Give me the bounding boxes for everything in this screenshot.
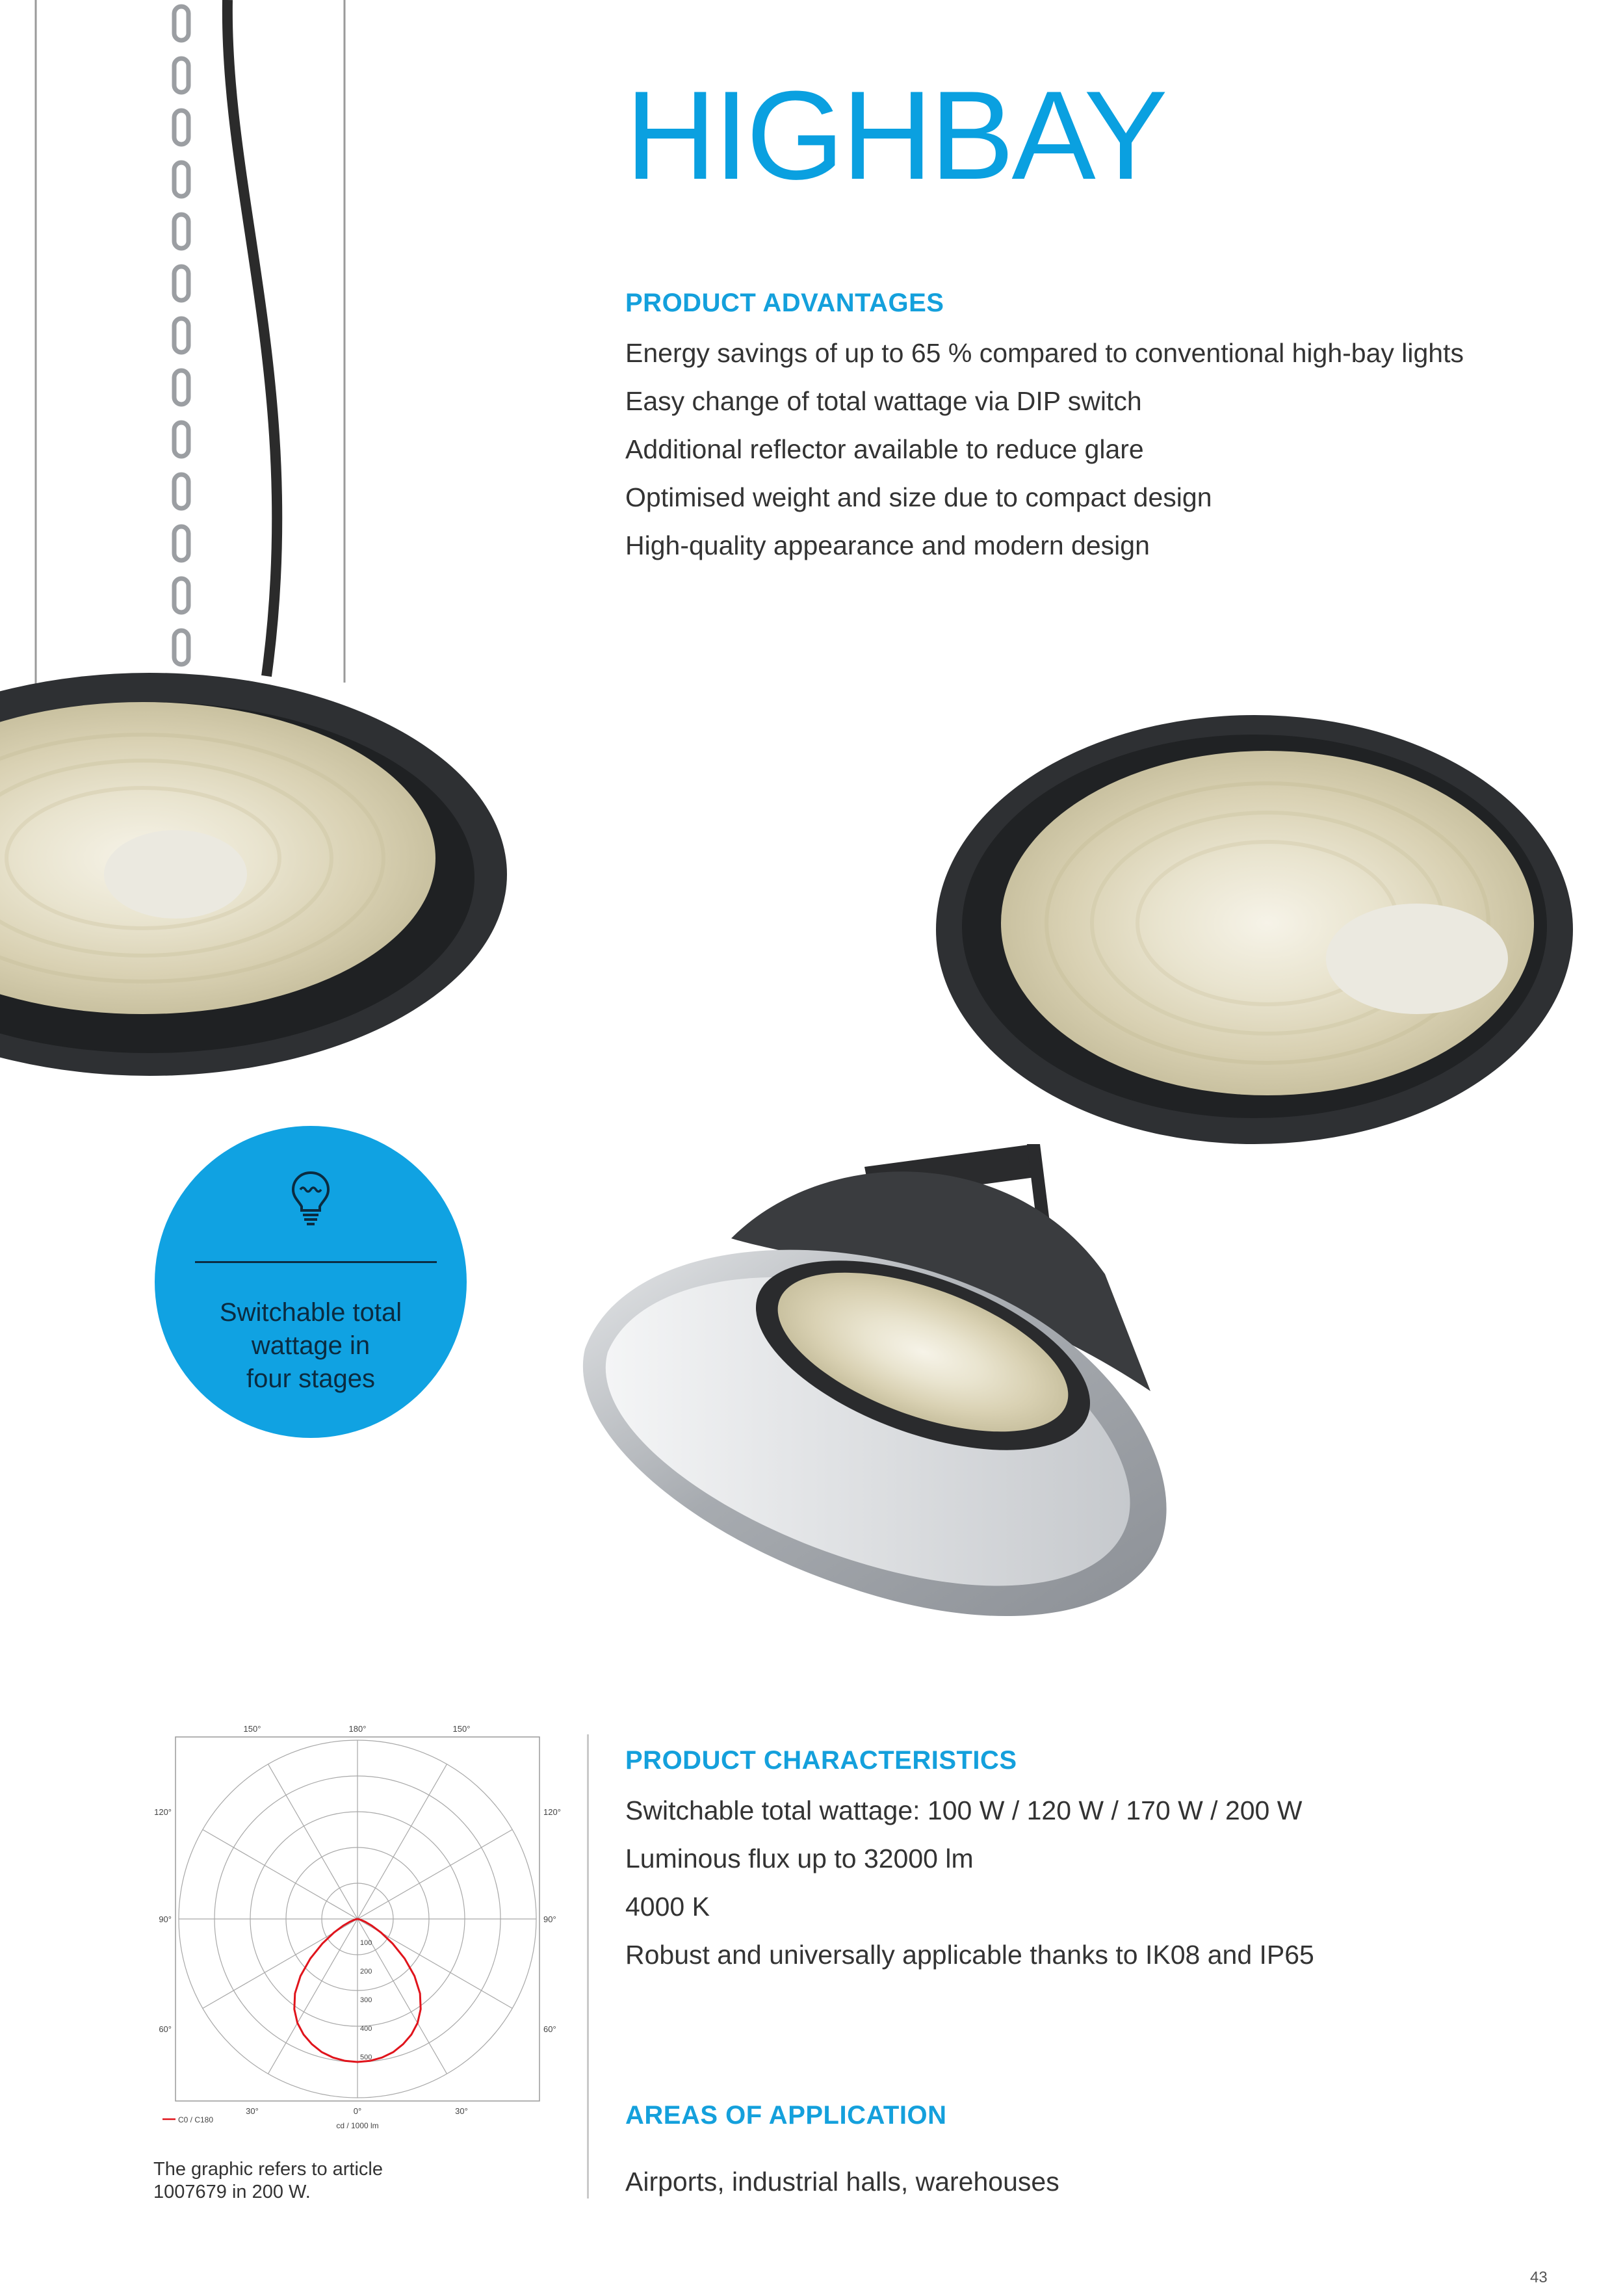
angle-label-top-center: 180° <box>348 1724 367 1734</box>
grid-spoke <box>203 1830 357 1920</box>
grid-spoke <box>268 1764 358 1919</box>
angle-label-right-90: 90° <box>543 1914 556 1924</box>
light-distribution-chart <box>143 1716 598 2145</box>
advantage-item: Optimised weight and size due to compact design <box>625 482 1212 512</box>
wattage-badge <box>155 1126 467 1438</box>
highbay-front-image <box>936 715 1573 1144</box>
radial-label: 100 <box>360 1939 372 1947</box>
angle-label-left-120: 120° <box>154 1807 172 1817</box>
advantages-list <box>625 329 1464 569</box>
unit-label: cd / 1000 lm <box>336 2121 379 2130</box>
lightbulb-icon <box>290 1170 331 1226</box>
advantage-item: Easy change of total wattage via DIP switch <box>625 386 1142 416</box>
application-text: Airports, industrial halls, warehouses <box>625 2167 1059 2197</box>
badge-line: four stages <box>246 1364 375 1393</box>
radial-label: 500 <box>360 2054 372 2061</box>
radial-label: 200 <box>360 1968 372 1976</box>
advantage-item: Energy savings of up to 65 % compared to conventional high-bay lights <box>625 338 1464 368</box>
chain-image <box>174 7 188 664</box>
angle-label-left-60: 60° <box>159 2024 172 2034</box>
angle-label-right-120: 120° <box>543 1807 561 1817</box>
characteristic-item: Switchable total wattage: 100 W / 120 W / 170 W / 200 W <box>625 1795 1303 1825</box>
angle-label-right-60: 60° <box>543 2024 556 2034</box>
characteristic-item: Robust and universally applicable thanks to IK08 and IP65 <box>625 1940 1314 1970</box>
grid-spoke <box>268 1919 358 2074</box>
highbay-reflector-image <box>583 1144 1167 1616</box>
badge-text <box>194 1296 428 1396</box>
angle-label-bottom-center: 0° <box>353 2106 362 2116</box>
radial-labels <box>360 1939 372 2061</box>
angle-label-bottom-left: 30° <box>246 2106 259 2116</box>
column-divider <box>587 1734 589 2198</box>
angle-label-bottom-right: 30° <box>455 2106 468 2116</box>
angle-label-left-90: 90° <box>159 1914 172 1924</box>
characteristic-item: 4000 K <box>625 1892 710 1922</box>
grid-spoke <box>357 1764 447 1919</box>
badge-line: Switchable total <box>219 1298 402 1327</box>
legend-label: C0 / C180 <box>178 2115 214 2124</box>
advantages-heading: PRODUCT ADVANTAGES <box>625 289 944 317</box>
badge-divider <box>195 1261 437 1263</box>
advantage-item: High-quality appearance and modern design <box>625 530 1150 560</box>
characteristic-item: Luminous flux up to 32000 lm <box>625 1844 974 1873</box>
page-number: 43 <box>1530 2269 1548 2286</box>
angle-label-top-right: 150° <box>452 1724 471 1734</box>
grid-spoke <box>357 1830 512 1920</box>
characteristics-heading: PRODUCT CHARACTERISTICS <box>625 1746 1017 1775</box>
graphic-note: The graphic refers to article 1007679 in 200 W. <box>153 2159 383 2202</box>
hanging-highbay-image <box>0 0 507 1076</box>
characteristics-list <box>625 1786 1314 1979</box>
page-title: HIGHBAY <box>625 65 1165 206</box>
radial-label: 400 <box>360 2025 372 2033</box>
advantage-item: Additional reflector available to reduce glare <box>625 434 1144 464</box>
radial-label: 300 <box>360 1996 372 2004</box>
application-heading: AREAS OF APPLICATION <box>625 2101 947 2130</box>
angle-label-top-left: 150° <box>243 1724 261 1734</box>
badge-line: wattage in <box>251 1331 370 1360</box>
